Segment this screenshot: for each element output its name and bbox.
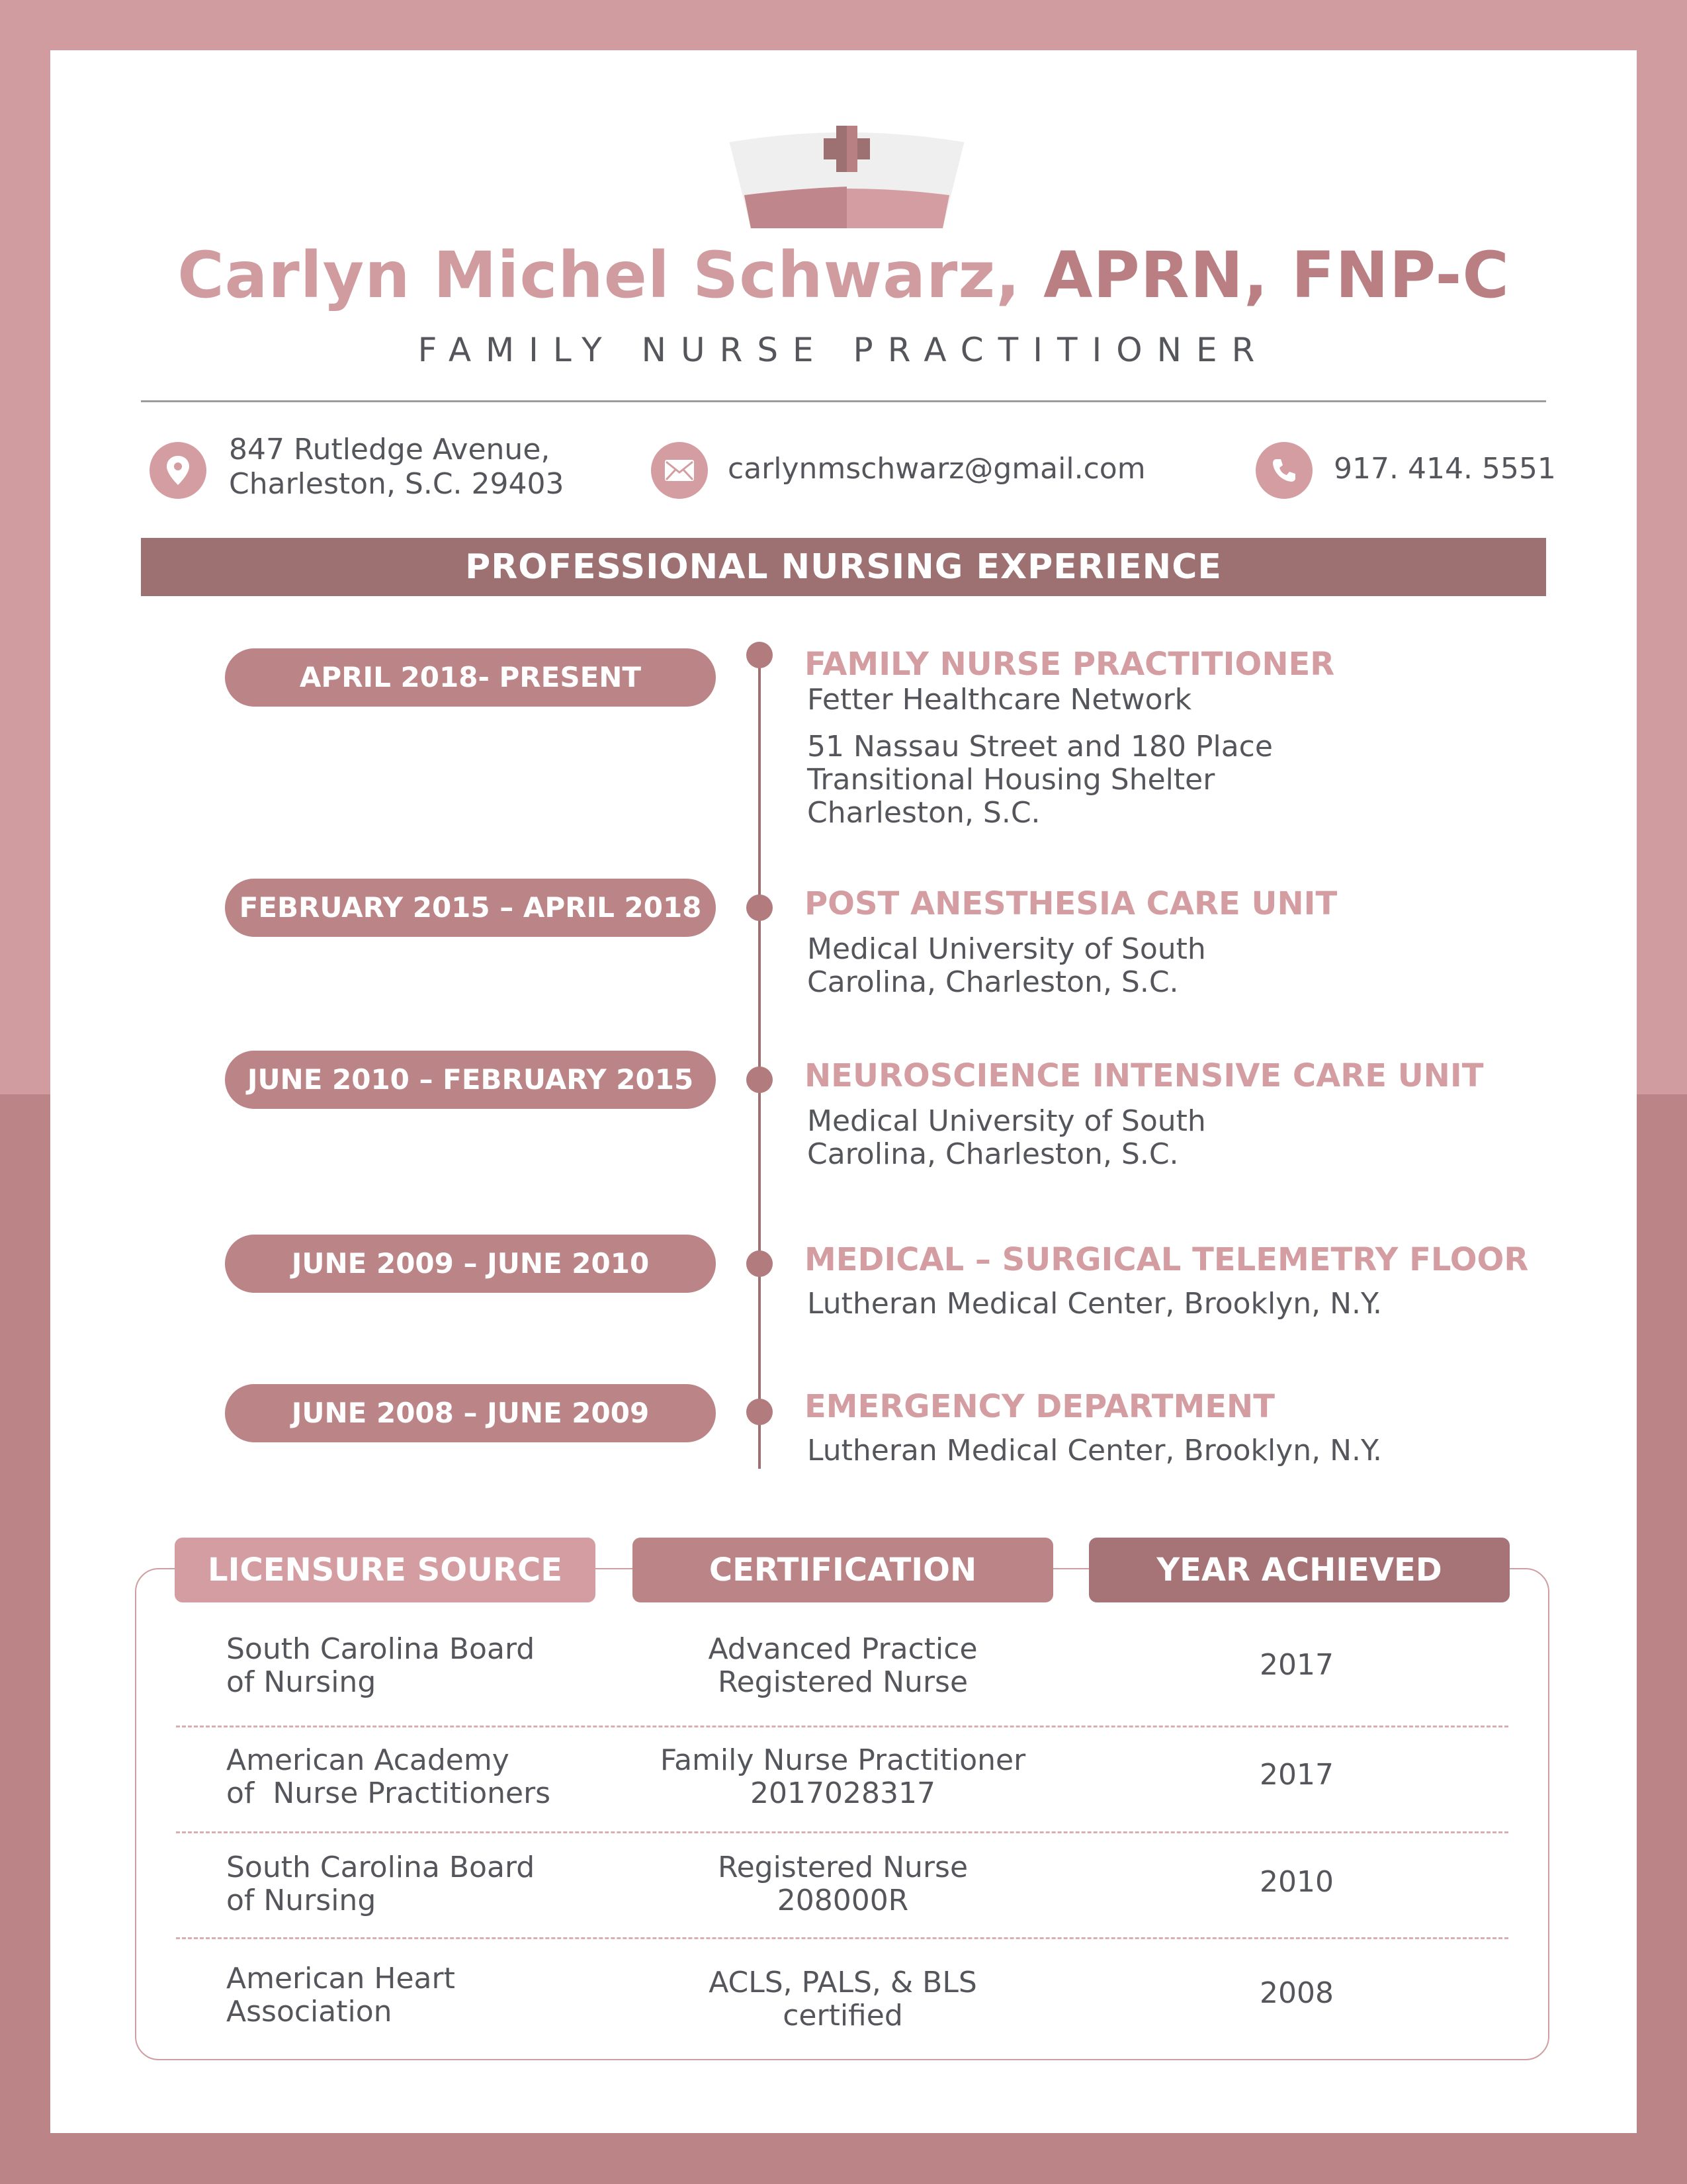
year-cell: 2008 (1260, 1976, 1334, 2010)
licensure-source-cell (226, 1851, 535, 1917)
cell-line: Family Nurse Practitioner (660, 1743, 1026, 1777)
position-details (807, 1105, 1206, 1171)
row-divider (176, 1831, 1508, 1833)
row-divider (176, 1725, 1508, 1727)
cell-line: 2017028317 (750, 1776, 935, 1810)
year-cell: 2017 (1260, 1648, 1334, 1682)
cell-line: 208000R (777, 1884, 909, 1917)
name-main: Carlyn Michel Schwarz, (177, 238, 1021, 312)
cell-line: ACLS, PALS, & BLS (709, 1966, 977, 1999)
position-title: FAMILY NURSE PRACTITIONER (804, 646, 1335, 683)
cell-line: Association (226, 1995, 392, 2029)
cell-line: of Nursing (226, 1884, 376, 1917)
cell-line: of Nursing (226, 1665, 376, 1699)
detail-line: Medical University of South (807, 1104, 1206, 1138)
phone-icon (1256, 442, 1313, 499)
detail-line: Lutheran Medical Center, Brooklyn, N.Y. (807, 1434, 1382, 1467)
cell-line: South Carolina Board (226, 1851, 535, 1884)
position-title: POST ANESTHESIA CARE UNIT (804, 885, 1338, 922)
position-details (807, 730, 1273, 830)
detail-line: Lutheran Medical Center, Brooklyn, N.Y. (807, 1287, 1382, 1321)
cell-line: Registered Nurse (717, 1851, 969, 1884)
cell-line: Advanced Practice (708, 1632, 978, 1666)
cell-line: American Academy (226, 1743, 509, 1777)
position-details (807, 1434, 1382, 1467)
certification-cell (599, 1966, 1086, 2032)
date-pill: JUNE 2008 – JUNE 2009 (225, 1384, 716, 1442)
employer-name: Fetter Healthcare Network (807, 683, 1192, 717)
header-divider (141, 400, 1546, 402)
certification-cell (599, 1744, 1086, 1810)
header-licensure-source: LICENSURE SOURCE (175, 1538, 595, 1602)
address-line-2: Charleston, S.C. 29403 (229, 467, 564, 501)
date-pill: APRIL 2018- PRESENT (225, 648, 716, 707)
position-details (807, 1288, 1382, 1321)
year-cell: 2010 (1260, 1865, 1334, 1899)
cell-line: of Nurse Practitioners (226, 1776, 551, 1810)
detail-line: Charleston, S.C. (807, 796, 1041, 830)
job-title-heading: FAMILY NURSE PRACTITIONER (417, 331, 1270, 369)
date-pill: FEBRUARY 2015 – APRIL 2018 (225, 879, 716, 937)
header-certification: CERTIFICATION (632, 1538, 1053, 1602)
position-title: EMERGENCY DEPARTMENT (804, 1388, 1275, 1425)
timeline-dot (746, 642, 773, 668)
cell-line: Registered Nurse (717, 1665, 969, 1699)
year-cell: 2017 (1260, 1758, 1334, 1792)
detail-line: Medical University of South (807, 932, 1206, 966)
cell-line: South Carolina Board (226, 1632, 535, 1666)
experience-heading: PROFESSIONAL NURSING EXPERIENCE (141, 538, 1546, 596)
licensure-source-cell (226, 1744, 550, 1810)
row-divider (176, 1937, 1508, 1939)
cell-line: certified (783, 1999, 903, 2032)
timeline-dot (746, 1250, 773, 1277)
location-pin-icon (150, 442, 206, 499)
certification-cell (599, 1633, 1086, 1699)
envelope-icon (651, 442, 708, 499)
contact-email[interactable]: carlynmschwarz@gmail.com (728, 452, 1146, 486)
detail-line: Transitional Housing Shelter (807, 763, 1215, 797)
nurse-cap-icon (714, 96, 979, 228)
cell-line: American Heart (226, 1962, 455, 1995)
position-title: NEUROSCIENCE INTENSIVE CARE UNIT (804, 1057, 1484, 1094)
detail-line: Carolina, Charleston, S.C. (807, 965, 1179, 999)
detail-line: 51 Nassau Street and 180 Place (807, 730, 1273, 764)
contact-phone[interactable]: 917. 414. 5551 (1334, 452, 1556, 486)
position-title: MEDICAL – SURGICAL TELEMETRY FLOOR (804, 1241, 1529, 1278)
timeline-dot (746, 1067, 773, 1093)
date-pill: JUNE 2010 – FEBRUARY 2015 (225, 1051, 716, 1109)
candidate-name (0, 238, 1687, 312)
detail-line: Carolina, Charleston, S.C. (807, 1137, 1179, 1171)
certification-cell (599, 1851, 1086, 1917)
header-year-achieved: YEAR ACHIEVED (1089, 1538, 1510, 1602)
position-details (807, 933, 1206, 999)
licensure-source-cell (226, 1962, 455, 2029)
name-credentials: APRN, FNP-C (1043, 238, 1510, 312)
address-line-1: 847 Rutledge Avenue, (229, 433, 550, 466)
licensure-source-cell (226, 1633, 535, 1699)
timeline-line (758, 648, 761, 1469)
contact-address (229, 433, 564, 502)
date-pill: JUNE 2009 – JUNE 2010 (225, 1235, 716, 1293)
timeline-dot (746, 1399, 773, 1425)
timeline-dot (746, 895, 773, 921)
